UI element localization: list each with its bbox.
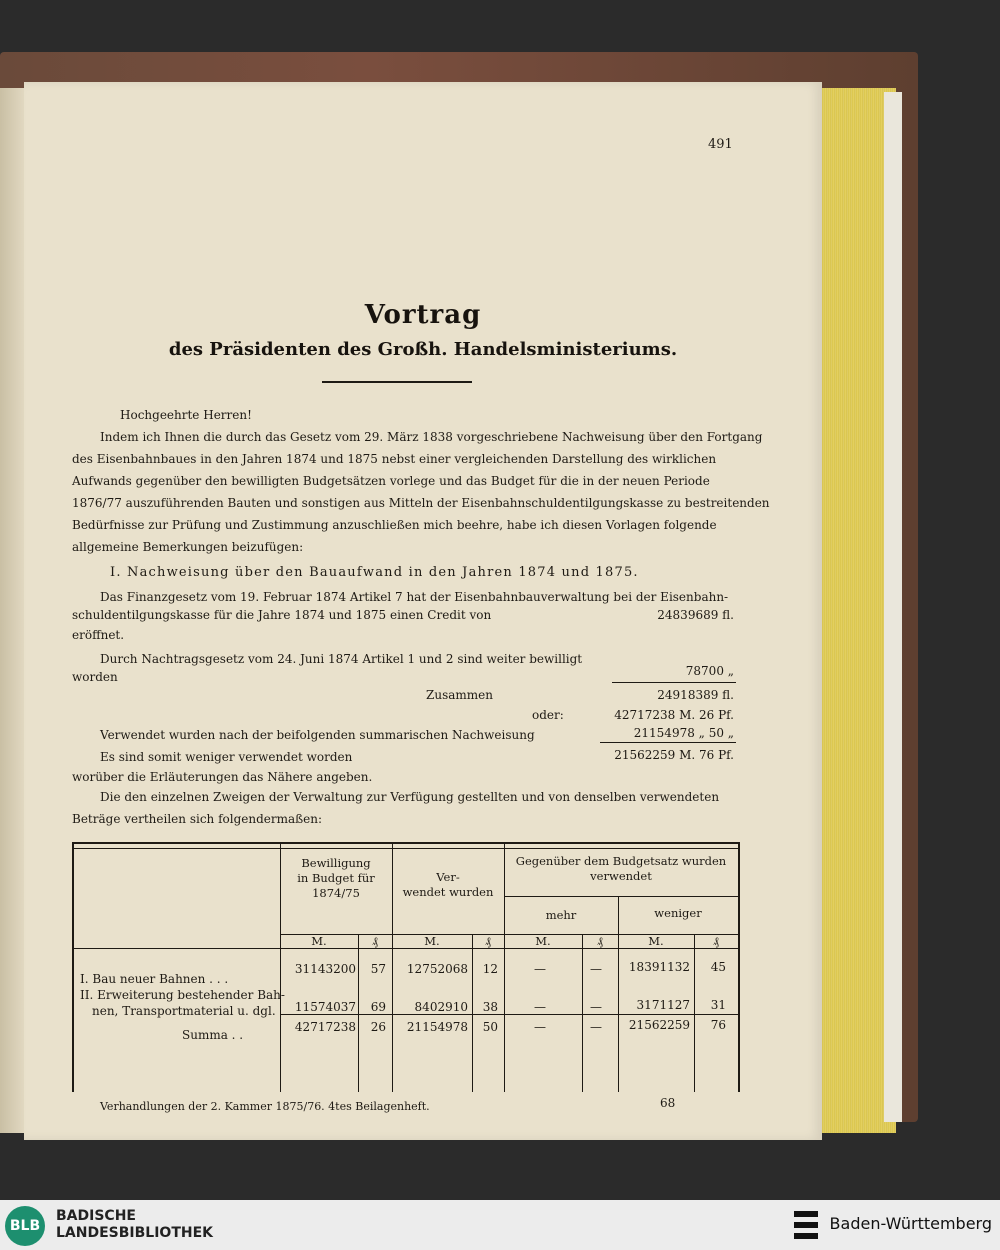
lions-emblem-icon bbox=[792, 1208, 820, 1242]
credit-line: Das Finanzgesetz vom 19. Februar 1874 Artikel 7 hat der Eisenbahnbauverwaltung bei der Eisenbahn- bbox=[100, 590, 729, 604]
intro-line: Indem ich Ihnen die durch das Gesetz vom 29. März 1838 vorgeschriebene Nachweisung über den Fortgang bbox=[100, 430, 763, 444]
table-cell: 21154978 bbox=[406, 1020, 468, 1034]
less-value: 21562259 M. 76 Pf. bbox=[614, 748, 734, 762]
unit-mark: M. bbox=[424, 934, 440, 948]
table-cell: 45 bbox=[710, 960, 726, 974]
header-rule bbox=[504, 896, 738, 897]
partner-name[interactable]: Baden-Württemberg bbox=[829, 1214, 992, 1233]
oder-value: 42717238 M. 26 Pf. bbox=[614, 708, 734, 722]
table-cell: — bbox=[590, 962, 602, 976]
intro-line: des Eisenbahnbaues in den Jahren 1874 und 1875 nebst einer vergleichenden Darstellung des wirklichen bbox=[72, 452, 717, 466]
oder-label: oder: bbox=[532, 708, 564, 722]
unit-mark: M. bbox=[535, 934, 551, 948]
back-cover-edge bbox=[884, 92, 902, 1122]
table-cell: — bbox=[590, 1020, 602, 1034]
intro-line: 1876/77 auszuführenden Bauten und sonstigen aus Mitteln der Eisenbahnschuldentilgungskasse zu bestreitenden bbox=[72, 496, 770, 510]
table-cell: 50 bbox=[482, 1020, 498, 1034]
table-row-label: II. Erweiterung bestehender Bah- bbox=[80, 988, 285, 1002]
unit-mark: M. bbox=[311, 934, 327, 948]
distribution-line: Die den einzelnen Zweigen der Verwaltung zur Verfügung gestellten und von denselben verwendeten bbox=[100, 790, 720, 804]
table-cell: 76 bbox=[710, 1018, 726, 1032]
table-cell: 26 bbox=[370, 1020, 386, 1034]
zusammen-label: Zusammen bbox=[426, 688, 493, 702]
salutation: Hochgeehrte Herren! bbox=[120, 408, 252, 422]
col-divider bbox=[694, 934, 695, 1092]
left-page-edge bbox=[0, 88, 26, 1133]
document-title: Vortrag bbox=[364, 300, 482, 330]
library-footer-bar bbox=[0, 1200, 1000, 1250]
header-verwendet: Ver- wendet wurden bbox=[402, 870, 494, 899]
table-cell: 38 bbox=[482, 1000, 498, 1014]
document-subtitle: des Präsidenten des Großh. Handelsministeriums. bbox=[168, 339, 678, 360]
footer-citation: Verhandlungen der 2. Kammer 1875/76. 4tes Beilagenheft. bbox=[100, 1100, 430, 1113]
distribution-line: Beträge vertheilen sich folgendermaßen: bbox=[72, 812, 323, 826]
col-divider bbox=[618, 896, 619, 1092]
table-cell: 3171127 bbox=[636, 998, 690, 1012]
table-cell: — bbox=[534, 1020, 546, 1034]
title-rule bbox=[322, 381, 472, 383]
credit-line: schuldentilgungskasse für die Jahre 1874 und 1875 einen Credit von bbox=[72, 608, 492, 622]
unit-pf: ₰ bbox=[597, 934, 603, 948]
unit-mark: M. bbox=[648, 934, 664, 948]
intro-line: Bedürfnisse zur Prüfung und Zustimmung anzuschließen mich beehre, habe ich diesen Vorlagen folgende bbox=[72, 518, 717, 532]
section-heading: I. Nachweisung über den Bauaufwand in den Jahren 1874 und 1875. bbox=[110, 565, 639, 580]
table-cell: 21562259 bbox=[628, 1018, 690, 1032]
used-value: 21154978 „ 50 „ bbox=[633, 726, 734, 740]
table-cell: 12752068 bbox=[406, 962, 468, 976]
table-cell: — bbox=[534, 1000, 546, 1014]
difference-rule bbox=[600, 742, 736, 743]
sum-rule bbox=[280, 1014, 738, 1015]
used-label: Verwendet wurden nach der beifolgenden summarischen Nachweisung bbox=[100, 728, 535, 742]
blb-logo[interactable]: BLB bbox=[5, 1206, 45, 1246]
header-gegenueber: Gegenüber dem Budgetsatz wurden verwendet bbox=[515, 854, 727, 883]
library-name[interactable]: BADISCHE LANDESBIBLIOTHEK bbox=[56, 1208, 214, 1241]
table-cell: 11574037 bbox=[294, 1000, 356, 1014]
credit-line: eröffnet. bbox=[72, 628, 125, 642]
table-cell: 18391132 bbox=[628, 960, 690, 974]
supplement-line: worden bbox=[72, 670, 118, 684]
document-page bbox=[24, 82, 822, 1140]
explain-line: worüber die Erläuterungen das Nähere angeben. bbox=[72, 770, 373, 784]
table-cell: 42717238 bbox=[294, 1020, 356, 1034]
supplement-line: Durch Nachtragsgesetz vom 24. Juni 1874 Artikel 1 und 2 sind weiter bewilligt bbox=[100, 652, 583, 666]
unit-pf: ₰ bbox=[372, 934, 378, 948]
table-cell: 57 bbox=[370, 962, 386, 976]
credit-value: 24839689 fl. bbox=[657, 608, 734, 622]
table-row-label: I. Bau neuer Bahnen . . . bbox=[80, 972, 229, 986]
table-top-rule bbox=[74, 848, 738, 849]
footer-page-number: 68 bbox=[660, 1096, 676, 1110]
header-bewilligung: Bewilligung in Budget für 1874/75 bbox=[297, 856, 375, 900]
intro-line: Aufwands gegenüber den bewilligten Budgetsätzen vorlege und das Budget für die in der neuen Periode bbox=[72, 474, 710, 488]
table-cell: 8402910 bbox=[414, 1000, 468, 1014]
zusammen-value: 24918389 fl. bbox=[657, 688, 734, 702]
unit-pf: ₰ bbox=[713, 934, 719, 948]
sum-rule bbox=[612, 682, 736, 683]
less-label: Es sind somit weniger verwendet worden bbox=[100, 750, 353, 764]
intro-line: allgemeine Bemerkungen beizufügen: bbox=[72, 540, 304, 554]
unit-pf: ₰ bbox=[485, 934, 491, 948]
table-cell: 12 bbox=[482, 962, 498, 976]
col-divider bbox=[582, 934, 583, 1092]
header-weniger: weniger bbox=[654, 906, 702, 920]
budget-table bbox=[72, 842, 740, 1092]
table-row-label: nen, Transportmaterial u. dgl. bbox=[92, 1004, 276, 1018]
table-cell: 31 bbox=[710, 998, 726, 1012]
additional-value: 78700 „ bbox=[685, 664, 734, 678]
page-number: 491 bbox=[708, 137, 733, 152]
table-row-label: Summa . . bbox=[182, 1028, 244, 1042]
table-cell: 69 bbox=[370, 1000, 386, 1014]
header-mehr: mehr bbox=[545, 908, 577, 922]
table-cell: — bbox=[590, 1000, 602, 1014]
table-cell: 31143200 bbox=[294, 962, 356, 976]
table-cell: — bbox=[534, 962, 546, 976]
